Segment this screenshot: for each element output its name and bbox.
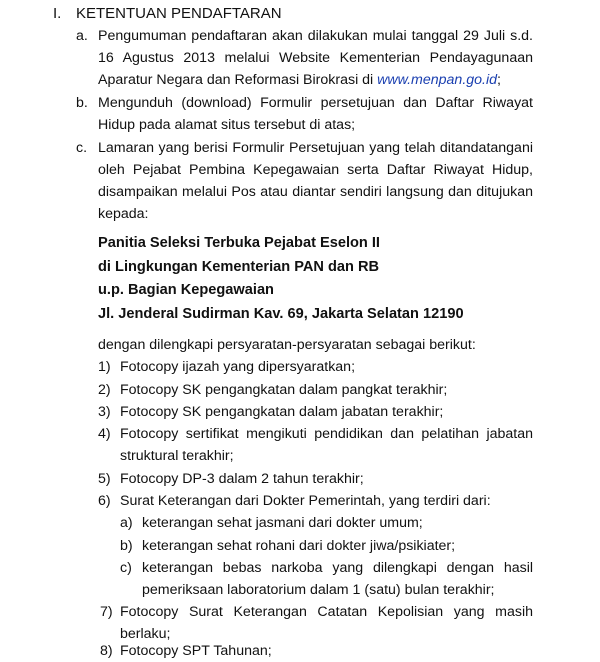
requirement-4-line-2: struktural terakhir; (120, 448, 234, 464)
section-title: KETENTUAN PENDAFTARAN (76, 5, 282, 22)
requirement-2-marker: 2) (98, 382, 111, 398)
address-line-2: di Lingkungan Kementerian PAN dan RB (98, 259, 380, 275)
item-b-line-1: Mengunduh (download) Formulir persetujuan dan Daftar Riwayat (98, 95, 533, 111)
address-line-4: Jl. Jenderal Sudirman Kav. 69, Jakarta Selatan 12190 (98, 306, 464, 322)
item-a-line-3-text: Aparatur Negara dan Reformasi Birokrasi di (98, 72, 378, 88)
requirement-8-marker: 8) (100, 643, 113, 659)
requirement-3-text: Fotocopy SK pengangkatan dalam jabatan terakhir; (120, 404, 444, 420)
requirement-8-text: Fotocopy SPT Tahunan; (120, 643, 272, 659)
section-number: I. (53, 5, 62, 22)
item-c-line-1: Lamaran yang berisi Formulir Persetujuan yang telah ditandatangani (98, 140, 533, 156)
requirement-4-marker: 4) (98, 426, 111, 442)
item-a-line-1: Pengumuman pendaftaran akan dilakukan mulai tanggal 29 Juli s.d. (98, 28, 533, 44)
requirement-5-marker: 5) (98, 471, 111, 487)
sub-requirement-c-line-2: pemeriksaan laboratorium dalam 1 (satu) bulan terakhir; (142, 582, 495, 598)
requirement-5-text: Fotocopy DP-3 dalam 2 tahun terakhir; (120, 471, 364, 487)
item-c-line-4: kepada: (98, 206, 149, 222)
item-a-marker: a. (76, 28, 88, 44)
item-c-marker: c. (76, 140, 88, 156)
item-c-line-3: disampaikan melalui Pos atau diantar sendiri langsung dan ditujukan (98, 184, 533, 200)
item-a-line-2: 16 Agustus 2013 melalui Website Kementerian Pendayagunaan (98, 50, 533, 66)
requirement-7-line-1: Fotocopy Surat Keterangan Catatan Kepolisian yang masih (120, 604, 533, 620)
website-link[interactable]: www.menpan.go.id (377, 72, 498, 88)
item-b-marker: b. (76, 95, 88, 111)
requirement-1-marker: 1) (98, 359, 111, 375)
address-line-1: Panitia Seleksi Terbuka Pejabat Eselon II (98, 235, 380, 251)
requirement-2-text: Fotocopy SK pengangkatan dalam pangkat terakhir; (120, 382, 448, 398)
requirement-6-text: Surat Keterangan dari Dokter Pemerintah, yang terdiri dari: (120, 493, 491, 509)
sub-requirement-a-text: keterangan sehat jasmani dari dokter umum; (142, 515, 423, 531)
item-c-line-2: oleh Pejabat Pembina Kepegawaian serta Daftar Riwayat Hidup, (98, 162, 533, 178)
item-a-line-3 (98, 69, 501, 91)
item-b-line-2: Hidup pada alamat situs tersebut di atas; (98, 117, 356, 133)
requirements-intro: dengan dilengkapi persyaratan-persyaratan sebagai berikut: (98, 337, 476, 353)
requirement-1-text: Fotocopy ijazah yang dipersyaratkan; (120, 359, 356, 375)
sub-requirement-b-text: keterangan sehat rohani dari dokter jiwa/psikiater; (142, 538, 456, 554)
address-line-3: u.p. Bagian Kepegawaian (98, 282, 274, 298)
requirement-7-line-2: berlaku; (120, 626, 171, 642)
requirement-3-marker: 3) (98, 404, 111, 420)
item-a-line-3-suffix: ; (497, 72, 501, 88)
sub-requirement-a-marker: a) (120, 515, 133, 531)
sub-requirement-c-marker: c) (120, 560, 132, 576)
requirement-7-marker: 7) (100, 604, 113, 620)
requirement-4-line-1: Fotocopy sertifikat mengikuti pendidikan dan pelatihan jabatan (120, 426, 533, 442)
sub-requirement-b-marker: b) (120, 538, 133, 554)
sub-requirement-c-line-1: keterangan bebas narkoba yang dilengkapi dengan hasil (142, 560, 533, 576)
requirement-6-marker: 6) (98, 493, 111, 509)
